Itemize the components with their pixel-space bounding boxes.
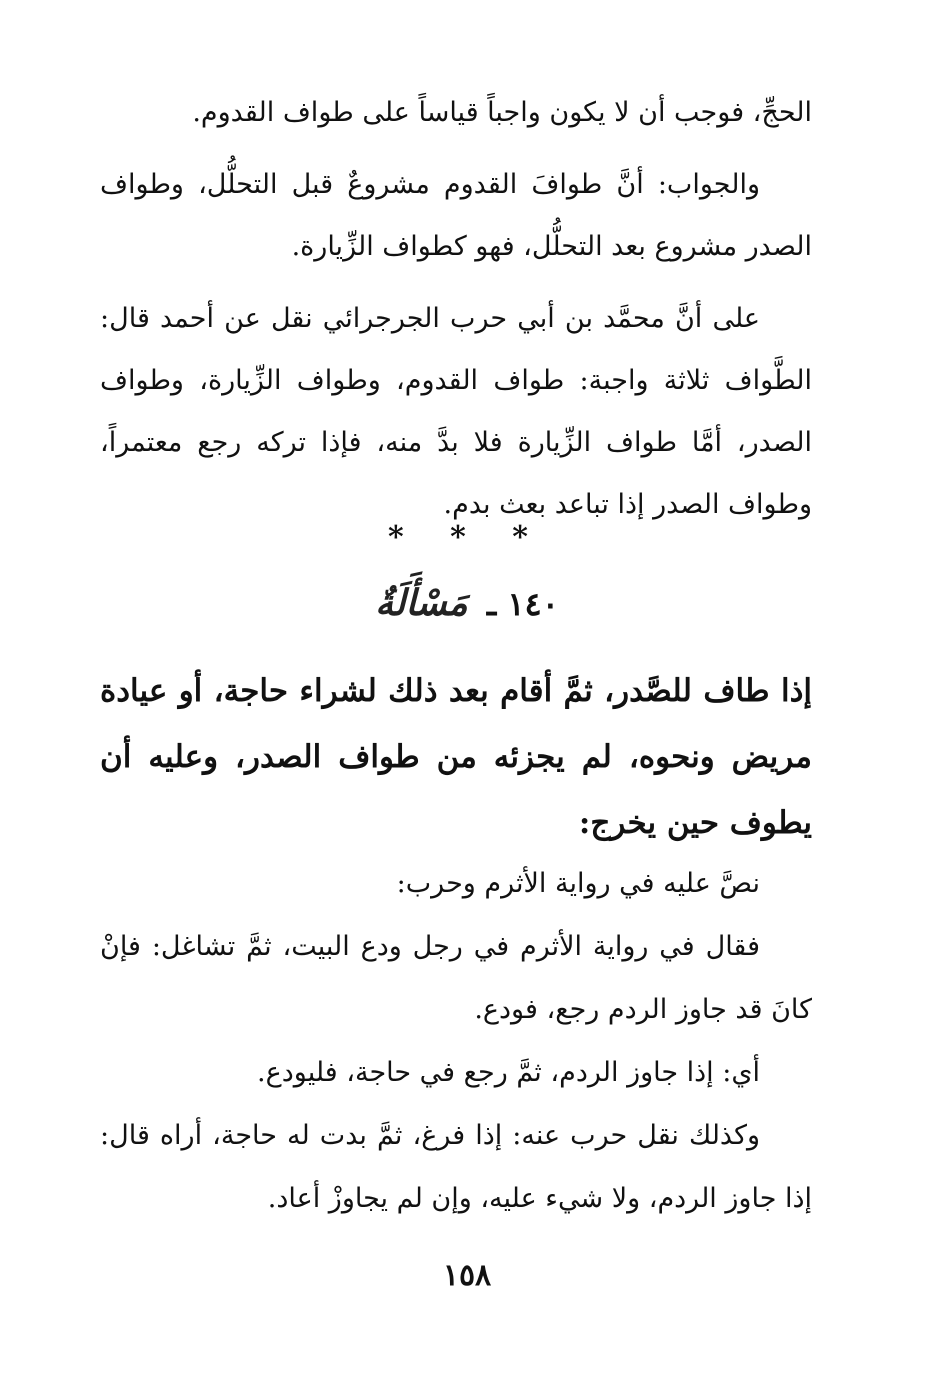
top-text-block [100, 82, 812, 536]
paragraph-text-2: فقال في رواية الأثرم في رجل ودع البيت، ثمَّ تشاغل: فإنْ كانَ قد جاوز الردم رجع، فودع. [100, 931, 812, 1025]
paragraph-answer: والجواب: أنَّ طوافَ القدوم مشروعٌ قبل التحلُّل، وطواف الصدر مشروع بعد التحلُّل، فهو كطواف الزِّيارة. [100, 169, 812, 262]
paragraph-text-1: نصَّ عليه في رواية الأثرم وحرب: [396, 868, 760, 899]
paragraph-text-4: وكذلك نقل حرب عنه: إذا فرغ، ثمَّ بدت له حاجة، أراه قال: إذا جاوز الردم، ولا شيء عليه، وإن لم يجاوزْ أعاد. [100, 1120, 812, 1214]
paragraph-narration: على أنَّ محمَّد بن أبي حرب الجرجرائي نقل عن أحمد قال: الطَّواف ثلاثة واجبة: طواف القدوم، وطواف الزِّيارة، وطواف الصدر، أمَّا طواف الزِّيارة فلا بدَّ منه، فإذا تركه رجع معتمراً، وطواف الصدر إذا تباعد بعث بدم. [100, 303, 812, 520]
section-separator: * * * [388, 520, 546, 555]
issue-number: ١٤٠ ـ [486, 585, 559, 623]
page-number: ١٥٨ [442, 1258, 492, 1293]
paragraph-text-3: أي: إذا جاوز الردم، ثمَّ رجع في حاجة، فليودع. [257, 1057, 760, 1088]
issue-statement: إذا طاف للصَّدر، ثمَّ أقام بعد ذلك لشراء حاجة، أو عيادة مريض ونحوه، لم يجزئه من طواف الصدر، وعليه أن يطوف حين يخرج: [100, 673, 812, 841]
issue-heading [0, 582, 934, 624]
bottom-text-block [100, 852, 812, 1230]
paragraph-continuation: الحجِّ، فوجب أن لا يكون واجباً قياساً على طواف القدوم. [192, 97, 812, 128]
issue-title: مَسْأَلَةٌ [375, 582, 468, 624]
issue-statement-block [100, 658, 812, 856]
